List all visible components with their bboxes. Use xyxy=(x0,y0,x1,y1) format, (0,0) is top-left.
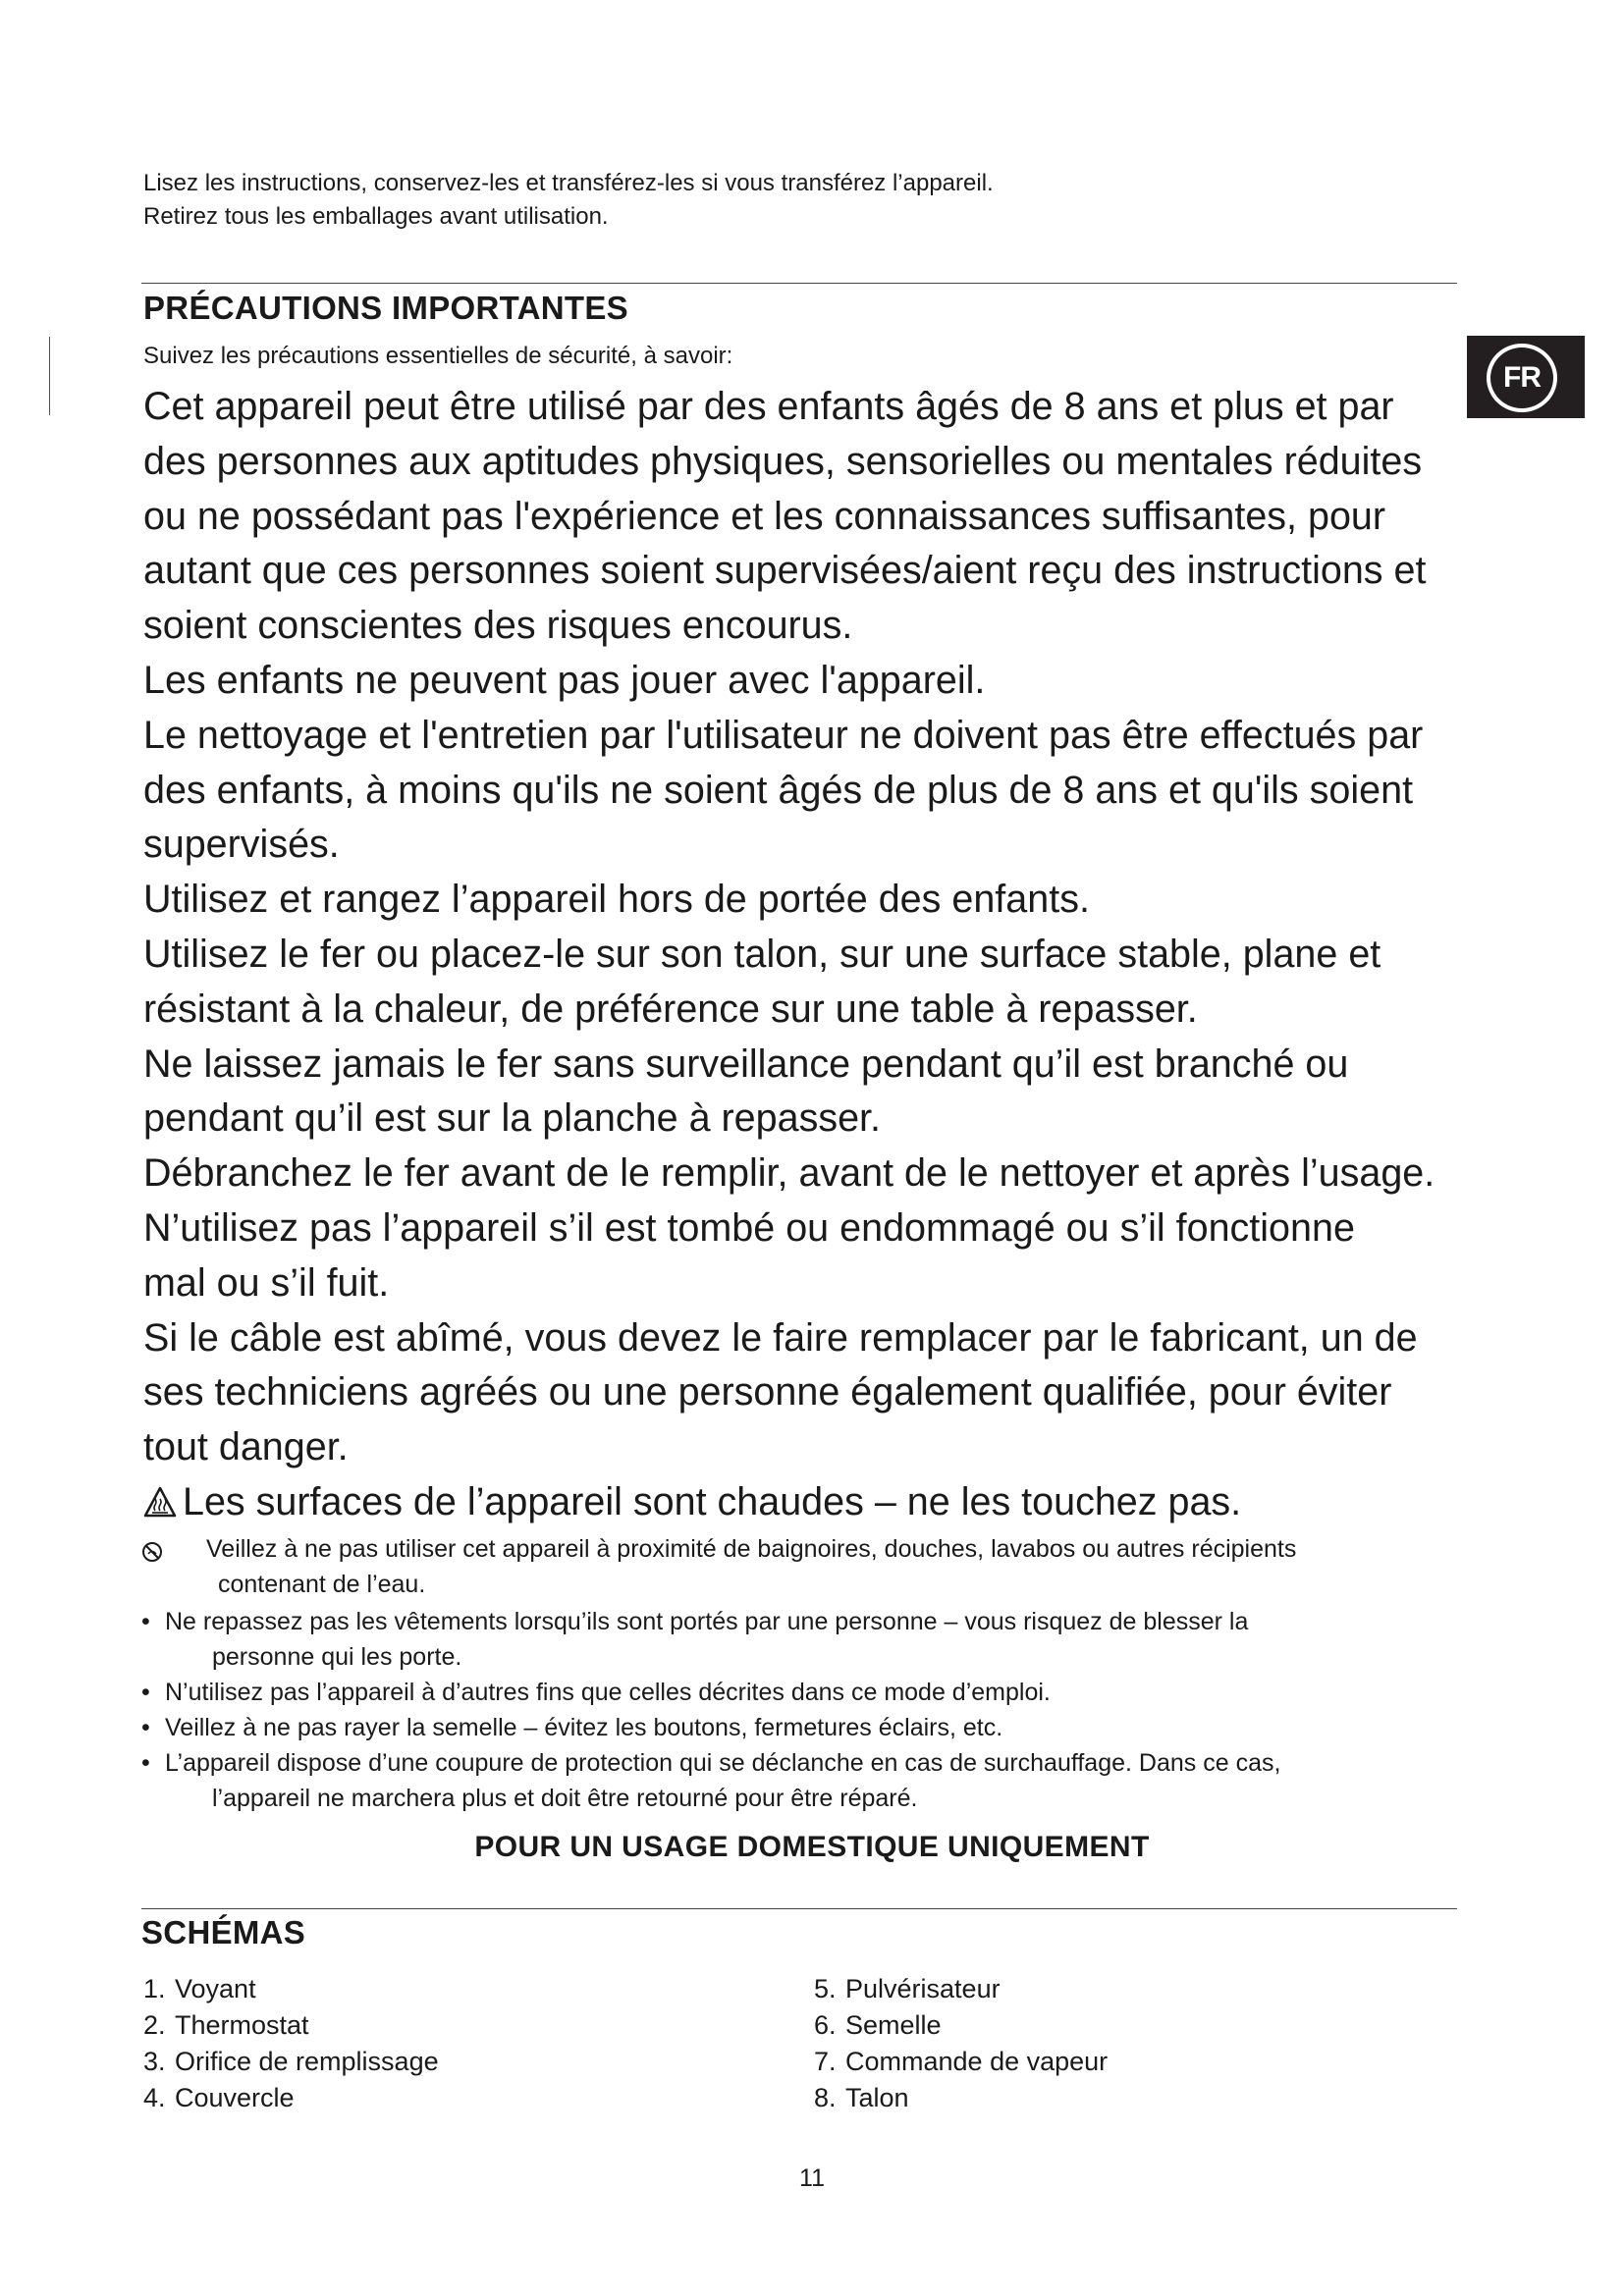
text-line: supervisés. xyxy=(143,823,340,867)
schemas-title: SCHÉMAS xyxy=(141,1914,306,1950)
intro-text xyxy=(143,167,994,234)
schema-item-number: 6. xyxy=(814,2010,837,2040)
text-line: Le nettoyage et l'entretien par l'utilisateur ne doivent pas être effectués par xyxy=(143,713,1424,757)
schema-item xyxy=(814,1971,1108,2007)
schema-item xyxy=(143,2080,439,2116)
schema-item xyxy=(814,2007,1108,2044)
schema-item xyxy=(143,2044,439,2080)
text-line: Débranchez le fer avant de le remplir, avant de le nettoyer et après l’usage. xyxy=(143,1151,1435,1196)
schema-item-label: Voyant xyxy=(175,1974,256,2003)
text-line: Utilisez le fer ou placez-le sur son talon, sur une surface stable, plane et xyxy=(143,932,1381,976)
bullet-mark: • xyxy=(141,1608,150,1635)
bullet-line: l’appareil ne marchera plus et doit être retourné pour être réparé. xyxy=(212,1785,918,1812)
bullet-line: N’utilisez pas l’appareil à d’autres fins que celles décrites dans ce mode d’emploi. xyxy=(165,1679,1051,1706)
bullet-line: personne qui les porte. xyxy=(212,1643,462,1671)
schema-item xyxy=(143,2007,439,2044)
bullet-item xyxy=(141,1745,1477,1816)
text-line: des personnes aux aptitudes physiques, sensorielles ou mentales réduites xyxy=(143,439,1423,483)
hot-surface-warning xyxy=(143,1475,1518,1533)
schema-item-number: 5. xyxy=(814,1974,837,2003)
schema-item-number: 7. xyxy=(814,2047,837,2076)
intro-line: Retirez tous les emballages avant utilisation. xyxy=(143,203,609,230)
schema-item-label: Couvercle xyxy=(175,2083,295,2112)
bullet-line: Ne repassez pas les vêtements lorsqu’ils sont portés par une personne – vous risquez de blesser la xyxy=(165,1608,1249,1635)
schema-item xyxy=(143,1971,439,2007)
text-line: mal ou s’il fuit. xyxy=(143,1260,390,1305)
schema-item-label: Semelle xyxy=(845,2010,942,2040)
schemas-list-right xyxy=(814,1971,1108,2116)
hot-surface-icon xyxy=(143,1478,177,1533)
section-divider xyxy=(141,1908,1457,1909)
precautions-main-text xyxy=(143,380,1518,1533)
text-line: des enfants, à moins qu'ils ne soient âgés de plus de 8 ans et qu'ils soient xyxy=(143,768,1414,812)
schema-item-number: 1. xyxy=(143,1974,166,2003)
bullet-item xyxy=(141,1604,1477,1675)
bullet-line: Veillez à ne pas rayer la semelle – évitez les boutons, fermetures éclairs, etc. xyxy=(165,1714,1003,1741)
bullet-item xyxy=(141,1710,1477,1745)
schema-item-label: Talon xyxy=(845,2083,909,2112)
no-water-icon xyxy=(141,1537,163,1573)
text-line: autant que ces personnes soient supervisées/aient reçu des instructions et xyxy=(143,549,1427,593)
schema-item-label: Orifice de remplissage xyxy=(175,2047,439,2076)
bath-warning-line: Veillez à ne pas utiliser cet appareil à proximité de baignoires, douches, lavabos ou autres récipients xyxy=(206,1535,1297,1563)
precautions-subtitle: Suivez les précautions essentielles de sécurité, à savoir: xyxy=(143,343,733,369)
schema-item-label: Pulvérisateur xyxy=(845,1974,1001,2003)
text-line: soient conscientes des risques encourus. xyxy=(143,604,853,648)
schema-item-label: Commande de vapeur xyxy=(845,2047,1109,2076)
schema-item xyxy=(814,2080,1108,2116)
text-line: tout danger. xyxy=(143,1425,349,1469)
text-line: Si le câble est abîmé, vous devez le faire remplacer par le fabricant, un de xyxy=(143,1315,1418,1360)
precautions-title: PRÉCAUTIONS IMPORTANTES xyxy=(143,290,628,326)
schema-item-number: 3. xyxy=(143,2047,166,2076)
text-line: N’utilisez pas l’appareil s’il est tombé ou endommagé ou s’il fonctionne xyxy=(143,1205,1355,1250)
schema-item xyxy=(814,2044,1108,2080)
text-line: résistant à la chaleur, de préférence sur une table à repasser. xyxy=(143,987,1198,1031)
bath-warning xyxy=(141,1531,1477,1602)
schema-item-label: Thermostat xyxy=(175,2010,309,2040)
text-line: pendant qu’il est sur la planche à repasser. xyxy=(143,1096,881,1141)
text-line: Cet appareil peut être utilisé par des enfants âgés de 8 ans et plus et par xyxy=(143,385,1394,428)
margin-mark xyxy=(49,337,50,415)
language-badge-label: FR xyxy=(1487,344,1557,412)
intro-line: Lisez les instructions, conservez-les et transférez-les si vous transférez l’appareil. xyxy=(143,170,994,196)
text-line: Ne laissez jamais le fer sans surveillance pendant qu’il est branché ou xyxy=(143,1041,1349,1086)
bath-warning-line: contenant de l’eau. xyxy=(218,1571,426,1598)
bullet-line: L’appareil dispose d’une coupure de protection qui se déclanche en cas de surchauffage. Dans ce cas, xyxy=(165,1749,1281,1777)
bullet-mark: • xyxy=(141,1714,150,1741)
text-line: Les enfants ne peuvent pas jouer avec l'appareil. xyxy=(143,658,986,702)
domestic-use-notice: POUR UN USAGE DOMESTIQUE UNIQUEMENT xyxy=(474,1831,1150,1863)
text-line: Utilisez et rangez l’appareil hors de portée des enfants. xyxy=(143,878,1090,922)
schema-item-number: 2. xyxy=(143,2010,166,2040)
text-line: ou ne possédant pas l'expérience et les connaissances suffisantes, pour xyxy=(143,494,1386,538)
bullet-item xyxy=(141,1675,1477,1710)
schema-item-number: 8. xyxy=(814,2083,837,2112)
precautions-bullets xyxy=(141,1531,1477,1816)
section-divider xyxy=(141,283,1457,284)
bullet-mark: • xyxy=(141,1679,150,1706)
schema-item-number: 4. xyxy=(143,2083,166,2112)
schemas-list-left xyxy=(143,1971,439,2116)
hot-surface-warning-text: Les surfaces de l’appareil sont chaudes – ne les touchez pas. xyxy=(183,1479,1242,1523)
bullet-mark: • xyxy=(141,1749,150,1777)
text-line: ses techniciens agréés ou une personne également qualifiée, pour éviter xyxy=(143,1370,1392,1415)
page-number: 11 xyxy=(799,2164,825,2192)
